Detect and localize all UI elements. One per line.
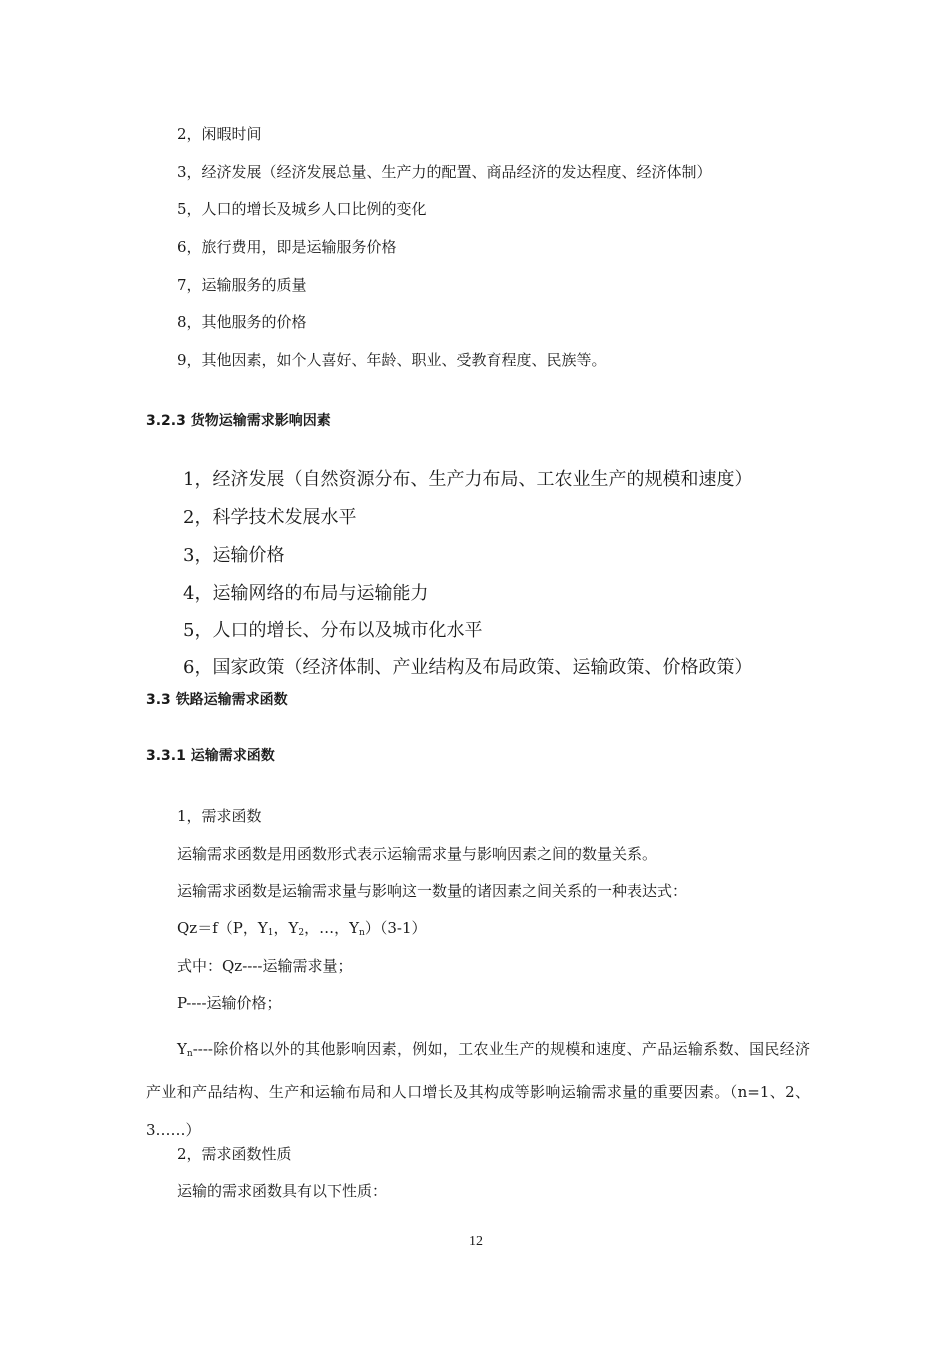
section-title: 铁路运输需求函数 [175, 692, 288, 708]
formula-subscript: 2 [298, 928, 305, 938]
list-item: 8，其他服务的价格 [177, 313, 307, 331]
formula-text: ，…，Y [304, 919, 360, 937]
definition-subscript: n [186, 1049, 193, 1059]
formula-text: ）（3-1） [364, 919, 427, 937]
formula-subscript: 1 [267, 928, 274, 938]
section-heading-3-3 [146, 690, 288, 710]
list-item: 9，其他因素，如个人喜好、年龄、职业、受教育程度、民族等。 [177, 351, 607, 369]
definition-yn [146, 1030, 810, 1149]
list-item: 7，运输服务的质量 [177, 276, 307, 294]
section-heading-3-3-1 [146, 746, 275, 766]
section-title: 货物运输需求影响因素 [190, 413, 331, 429]
list-item: 5，人口的增长、分布以及城市化水平 [183, 620, 483, 641]
paragraph: 运输需求函数是用函数形式表示运输需求量与影响因素之间的数量关系。 [177, 845, 658, 863]
section-heading-3-2-3 [146, 411, 331, 431]
formula-text: Qz＝f（P，Y [177, 919, 268, 937]
numbered-item: 1，需求函数 [177, 807, 262, 825]
list-item: 6，国家政策（经济体制、产业结构及布局政策、运输政策、价格政策） [183, 657, 753, 678]
list-item: 2，闲暇时间 [177, 125, 262, 143]
formula [177, 918, 426, 943]
definition-p: P----运输价格； [177, 994, 282, 1012]
paragraph: 运输的需求函数具有以下性质： [177, 1182, 388, 1200]
paragraph: 运输需求函数是运输需求量与影响这一数量的诸因素之间关系的一种表达式： [177, 882, 688, 900]
formula-subscript: n [359, 928, 365, 938]
list-item: 2，科学技术发展水平 [183, 507, 357, 528]
list-item: 1，经济发展（自然资源分布、生产力布局、工农业生产的规模和速度） [183, 469, 753, 490]
list-item: 6，旅行费用，即是运输服务价格 [177, 238, 397, 256]
definition-symbol: Y [177, 1040, 187, 1058]
list-item: 3，经济发展（经济发展总量、生产力的配置、商品经济的发达程度、经济体制） [177, 163, 712, 181]
section-number: 3.3.1 [146, 748, 186, 764]
definition-qz: 式中：Qz----运输需求量； [177, 957, 353, 975]
section-title: 运输需求函数 [190, 748, 275, 764]
list-item: 4，运输网络的布局与运输能力 [183, 583, 429, 604]
list-item: 3，运输价格 [183, 545, 285, 566]
definition-text: ----除价格以外的其他影响因素，例如，工农业生产的规模和速度、产品运输系数、国民经济产业和产品结构、生产和运输布局和人口增长及其构成等影响运输需求量的重要因素。（n=1、2、3……） [146, 1040, 810, 1139]
section-number: 3.2.3 [146, 413, 186, 429]
numbered-item: 2，需求函数性质 [177, 1145, 292, 1163]
section-number: 3.3 [146, 692, 171, 708]
formula-text: ，Y [273, 919, 299, 937]
page-number: 12 [469, 1234, 483, 1249]
list-item: 5，人口的增长及城乡人口比例的变化 [177, 200, 427, 218]
